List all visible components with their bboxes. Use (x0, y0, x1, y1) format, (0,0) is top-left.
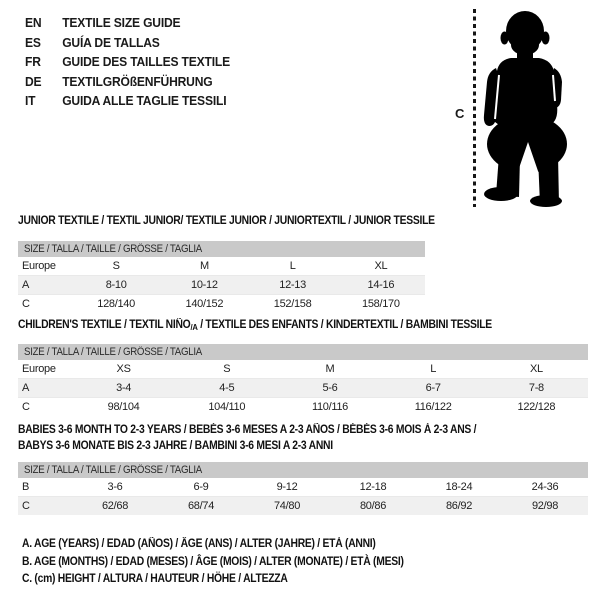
row-label: Europe (18, 257, 72, 276)
size-header-label: SIZE / TALLA / TAILLE / GRÖSSE / TAGLIA (24, 346, 203, 358)
table-cell: 152/158 (273, 298, 312, 310)
babies-section-title (18, 422, 476, 454)
table-cell: 12-18 (330, 478, 416, 497)
babies-size-table (18, 462, 588, 515)
table-row-age (18, 379, 588, 398)
table-cell: 18-24 (416, 478, 502, 497)
table-cell: M (160, 257, 248, 276)
height-c-label: C (455, 106, 465, 121)
language-title: TEXTILGRÖßENFÜHRUNG (62, 73, 213, 89)
language-code: EN (25, 15, 42, 30)
size-header (18, 344, 588, 360)
children-title-text: CHILDREN'S TEXTILE / TEXTIL NIÑO (18, 319, 191, 331)
row-label: C (22, 298, 30, 310)
language-code: ES (25, 34, 41, 50)
table-row-height (18, 398, 588, 417)
language-code: DE (25, 73, 42, 89)
table-cell: 3-6 (72, 478, 158, 497)
table-cell: 158/170 (362, 298, 400, 310)
row-label: A (18, 379, 72, 398)
table-cell: 86/92 (416, 497, 502, 516)
babies-title-line2: BABYS 3-6 MONATE BIS 2-3 JAHRE / BAMBINI 3-6 MESI A 2-3 ANNI (18, 440, 333, 452)
language-code: FR (25, 54, 41, 69)
legend-line-a: A. AGE (YEARS) / EDAD (AÑOS) / ÂGE (ANS) / ALTER (JAHRE) / ETÀ (ANNI) (22, 538, 376, 550)
table-row-height (18, 497, 588, 516)
table-cell: 5-6 (278, 379, 381, 398)
table-cell: L (249, 257, 337, 276)
language-row-es (25, 33, 230, 53)
table-cell: 92/98 (502, 497, 588, 516)
language-row-en (25, 13, 230, 33)
table-row-europe (18, 257, 425, 276)
table-cell: 74/80 (244, 497, 330, 516)
children-title-sub: /A (190, 322, 198, 332)
size-header (18, 241, 425, 257)
height-dotted-line (473, 9, 476, 207)
table-cell: 3-4 (72, 379, 175, 398)
table-cell: S (175, 360, 278, 379)
junior-size-table (18, 241, 425, 313)
legend-line-b: B. AGE (MONTHS) / EDAD (MESES) / ÂGE (MOIS) / ALTER (MONATE) / ETÀ (MESI) (22, 555, 404, 568)
table-cell: 98/104 (107, 401, 140, 413)
size-header (18, 462, 588, 478)
table-cell: 68/74 (158, 497, 244, 516)
table-cell: XL (337, 257, 425, 276)
table-cell: XS (72, 360, 175, 379)
legend (22, 536, 404, 589)
table-cell: 9-12 (244, 478, 330, 497)
row-label: A (18, 276, 72, 295)
size-header-label: SIZE / TALLA / TAILLE / GRÖSSE / TAGLIA (24, 243, 203, 255)
table-cell: 6-9 (158, 478, 244, 497)
table-cell: 24-36 (502, 478, 588, 497)
table-row-age (18, 276, 425, 295)
language-row-fr (25, 52, 230, 72)
size-header-row (18, 344, 588, 360)
size-header-row (18, 241, 425, 257)
table-cell: 8-10 (72, 276, 160, 295)
table-row-height (18, 295, 425, 314)
children-title-text: / TEXTILE DES ENFANTS / KINDERTEXTIL / BAMBINI TESSILE (197, 319, 492, 331)
children-section-title (18, 317, 492, 335)
language-title: GUÍA DE TALLAS (62, 34, 160, 50)
row-label: C (22, 401, 30, 413)
babies-title-line1: BABIES 3-6 MONTH TO 2-3 YEARS / BEBÉS 3-6 MESES A 2-3 AÑOS / BÉBÉS 3-6 MOIS À 2-3 ANS / (18, 424, 477, 436)
table-cell: 104/110 (208, 401, 246, 413)
table-cell: 14-16 (337, 276, 425, 295)
language-row-de (25, 72, 230, 92)
table-cell: S (72, 257, 160, 276)
table-cell: 128/140 (97, 298, 135, 310)
row-label: B (18, 478, 72, 497)
table-cell: 6-7 (382, 379, 485, 398)
table-cell: 122/128 (517, 401, 556, 413)
table-row-europe (18, 360, 588, 379)
table-cell: 4-5 (175, 379, 278, 398)
table-cell: 116/122 (414, 401, 452, 413)
table-row-months (18, 478, 588, 497)
size-header-label: SIZE / TALLA / TAILLE / GRÖSSE / TAGLIA (24, 464, 203, 476)
row-label: Europe (18, 360, 72, 379)
table-cell: L (382, 360, 485, 379)
junior-section-title: JUNIOR TEXTILE / TEXTIL JUNIOR/ TEXTILE JUNIOR / JUNIORTEXTIL / JUNIOR TESSILE (18, 215, 435, 227)
language-title: GUIDA ALLE TAGLIE TESSILI (62, 93, 227, 108)
table-cell: M (278, 360, 381, 379)
table-cell: 80/86 (330, 497, 416, 516)
table-cell: 140/152 (185, 298, 224, 310)
table-cell: 62/68 (72, 497, 158, 516)
language-list (25, 13, 230, 111)
table-cell: 12-13 (249, 276, 337, 295)
table-cell: 110/116 (311, 401, 348, 413)
baby-silhouette (481, 5, 573, 210)
table-cell: 10-12 (160, 276, 248, 295)
table-cell: 7-8 (485, 379, 588, 398)
legend-line-c: C. (cm) HEIGHT / ALTURA / HAUTEUR / HÖHE / ALTEZZA (22, 573, 288, 585)
language-title: TEXTILE SIZE GUIDE (62, 15, 181, 30)
language-title: GUIDE DES TAILLES TEXTILE (62, 54, 230, 69)
size-header-row (18, 462, 588, 478)
row-label: C (18, 497, 72, 516)
children-size-table (18, 344, 588, 416)
language-row-it (25, 91, 230, 111)
table-cell: XL (485, 360, 588, 379)
language-code: IT (25, 93, 36, 108)
